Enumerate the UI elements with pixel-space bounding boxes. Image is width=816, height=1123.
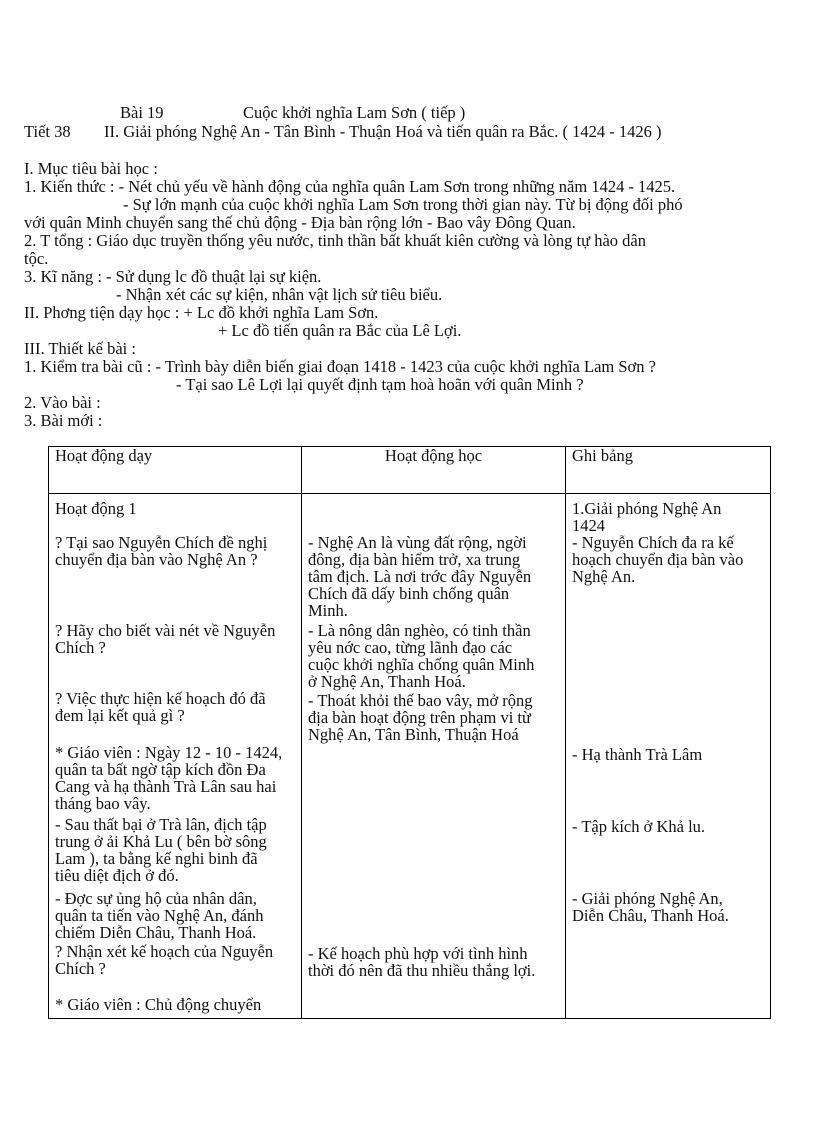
new-lesson-label: 3. Bài mới : [24,411,103,430]
lesson-number: Bài 19 [120,103,164,122]
board-note-5: - Giải phóng Nghệ An, Diễn Châu, Thanh Hoá. [572,889,729,925]
teaching-means-line-1: II. Phơng tiện dạy học : + Lc đồ khởi nghĩa Lam Sơn. [24,303,379,322]
lesson-title: Cuộc khởi nghĩa Lam Sơn ( tiếp ) [243,103,466,122]
student-answer-2: - Là nông dân nghèo, có tinh thần yêu nớc cao, từng lãnh đạo các cuộc khởi nghĩa chống quân Minh ở Nghệ An, Thanh Hoá. [308,621,535,691]
teacher-question-4: ? Nhận xét kế hoạch của Nguyễn Chích ? [55,942,274,978]
teacher-question-3: ? Việc thực hiện kế hoạch đó đã đem lại kết quả gì ? [55,689,266,725]
header-board-notes: Ghi bảng [566,447,771,494]
student-answer-3: - Thoát khỏi thế bao vây, mở rộng địa bàn hoạt động trên phạm vi từ Nghệ An, Tân Bình, Thuận Hoá [308,691,533,744]
objective-skills-line-2: - Nhận xét các sự kiện, nhân vật lịch sử tiêu biểu. [116,285,443,304]
board-note-1: 1.Giải phóng Nghệ An 1424 [572,499,722,535]
objectives-heading: I. Mục tiêu bài học : [24,159,158,178]
board-note-4: - Tập kích ở Khả lu. [572,817,706,836]
table-header-row [49,447,771,494]
objective-knowledge-line-2: - Sự lớn mạnh của cuộc khởi nghĩa Lam Sơn trong thời gian này. Từ bị động đối phó [123,195,683,214]
teacher-note-2: - Sau thất bại ở Trà lân, địch tập trung ở ải Khả Lu ( bên bờ sông Lam ), ta bằng kế nghi binh đã tiêu diệt địch ở đó. [55,815,267,885]
intro-label: 2. Vào bài : [24,393,101,412]
header-learning-activity: Hoạt động học [302,447,566,494]
board-notes-cell [566,494,771,1019]
teacher-question-1: ? Tại sao Nguyễn Chích đề nghị chuyển địa bàn vào Nghệ An ? [55,533,268,569]
lesson-subtitle: II. Giải phóng Nghệ An - Tân Bình - Thuận Hoá và tiến quân ra Bắc. ( 1424 - 1426 ) [104,122,662,141]
teacher-note-3: - Đợc sự ủng hộ của nhân dân, quân ta tiến vào Nghệ An, đánh chiếm Diễn Châu, Thanh Hoá. [55,889,264,942]
teacher-activity-label: Hoạt động 1 [55,499,137,518]
check-old-lesson-line-1: 1. Kiểm tra bài cũ : - Trình bày diễn biến giai đoạn 1418 - 1423 của cuộc khởi nghĩa Lam Sơn ? [24,357,656,376]
teacher-question-2: ? Hãy cho biết vài nét về Nguyễn Chích ? [55,621,276,657]
objective-thought-line-1: 2. T tổng : Giáo dục truyền thống yêu nước, tinh thần bất khuất kiên cường và lòng tự hào dân [24,231,646,250]
header-teaching-activity: Hoạt động dạy [49,447,302,494]
board-note-2: - Nguyễn Chích đa ra kế hoạch chuyển địa bàn vào Nghệ An. [572,533,744,586]
learning-activity-cell [302,494,566,1019]
lesson-plan-table [48,446,771,1019]
objective-skills-line-1: 3. Kĩ năng : - Sử dụng lc đồ thuật lại sự kiện. [24,267,322,286]
teaching-activity-cell [49,494,302,1019]
student-answer-1: - Nghệ An là vùng đất rộng, ngời đông, địa bàn hiểm trở, xa trung tâm địch. Là nơi trớc đây Nguyễn Chích đã dấy binh chống quân Minh. [308,533,532,620]
period-number: Tiết 38 [24,122,71,141]
teacher-note-4: * Giáo viên : Chủ động chuyển [55,995,262,1014]
table-row [49,494,771,1019]
teacher-note-1: * Giáo viên : Ngày 12 - 10 - 1424, quân ta bất ngờ tập kích đồn Đa Cang và hạ thành Trà Lân sau hai tháng bao vây. [55,743,283,813]
teaching-means-line-2: + Lc đồ tiến quân ra Bắc của Lê Lợi. [218,321,462,340]
student-answer-4: - Kế hoạch phù hợp với tình hình thời đó nên đã thu nhiều thắng lợi. [308,944,536,980]
objective-knowledge-line-3: với quân Minh chuyển sang thế chủ động - Địa bàn rộng lớn - Bao vây Đông Quan. [24,213,576,232]
objective-thought-line-2: tộc. [24,249,49,268]
objective-knowledge-line-1: 1. Kiến thức : - Nét chủ yếu về hành động của nghĩa quân Lam Sơn trong những năm 1424 - 1425. [24,177,676,196]
check-old-lesson-line-2: - Tại sao Lê Lợi lại quyết định tạm hoà hoãn với quân Minh ? [176,375,584,394]
board-note-3: - Hạ thành Trà Lâm [572,745,703,764]
design-heading: III. Thiết kế bài : [24,339,136,358]
